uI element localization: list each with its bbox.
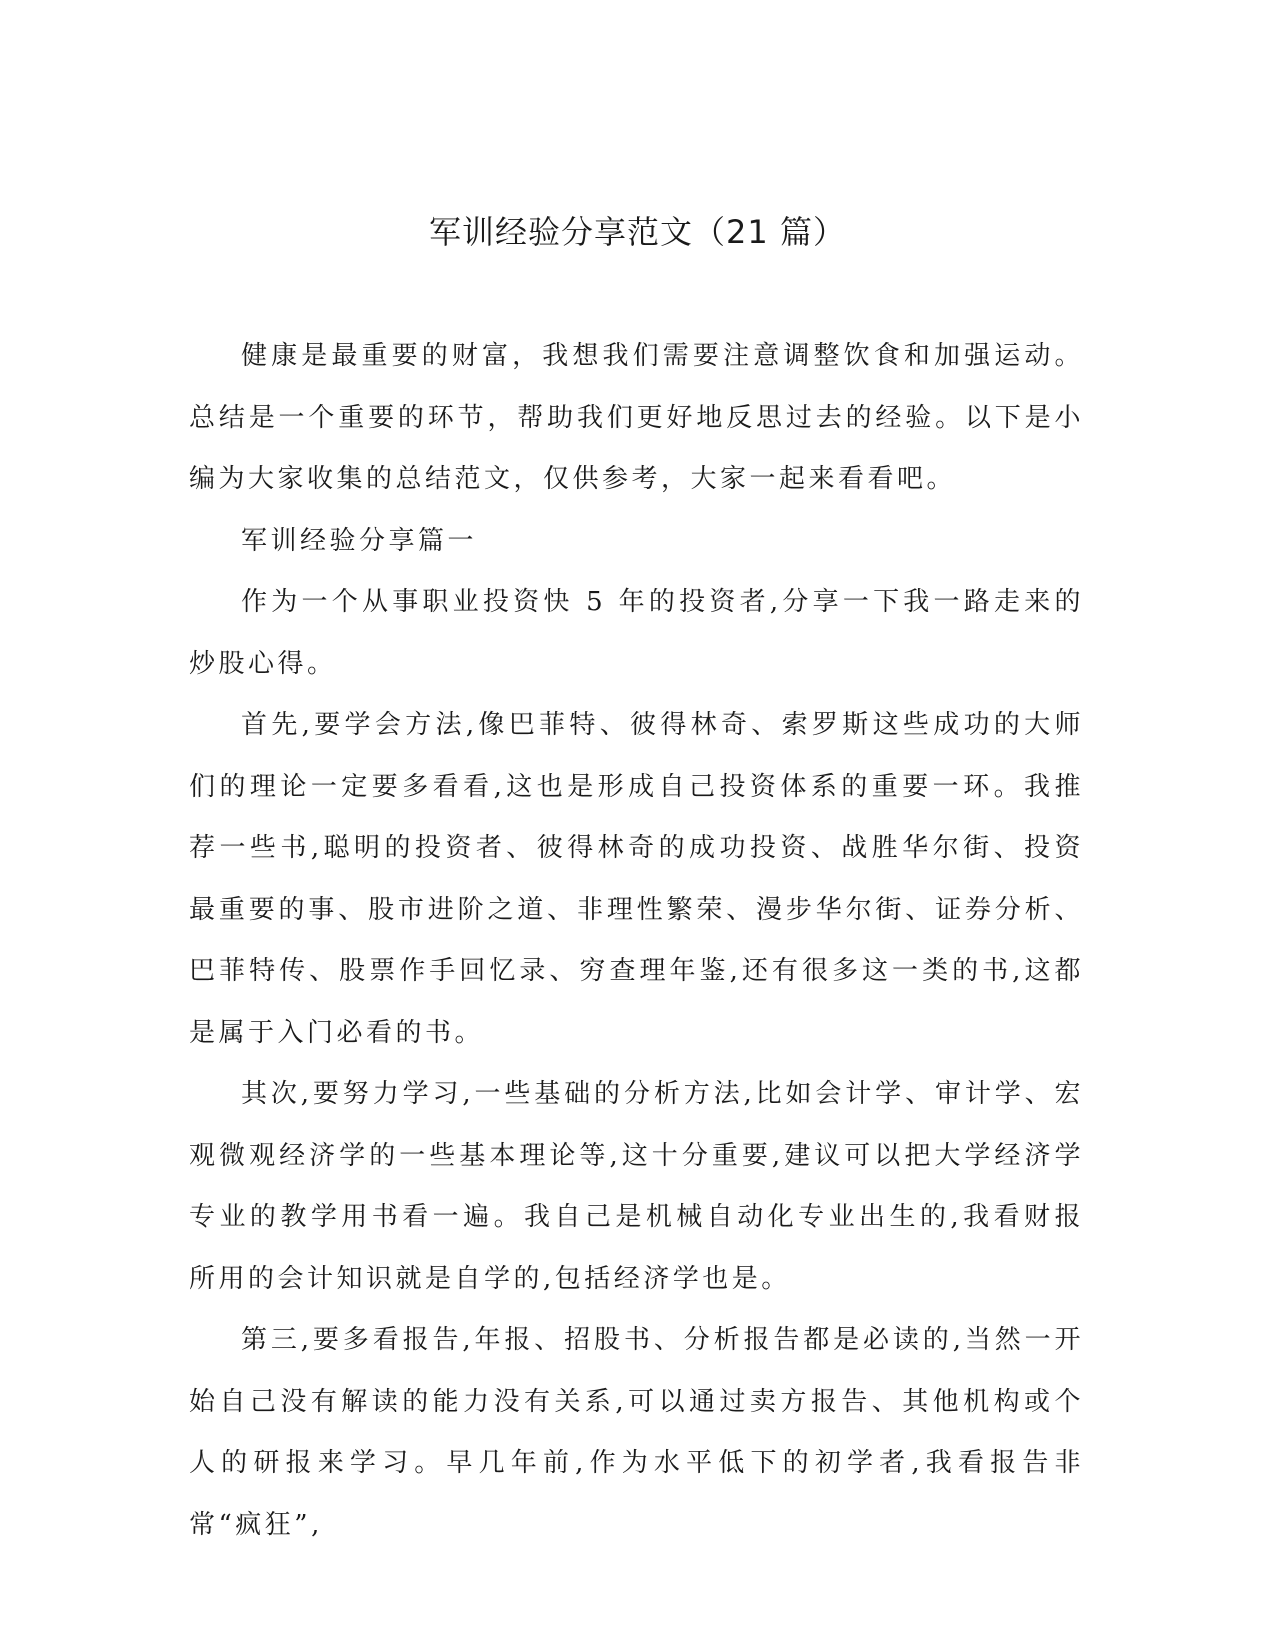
body-paragraph: 首先,要学会方法,像巴菲特、彼得林奇、索罗斯这些成功的大师们的理论一定要多看看,这也是形成自己投资体系的重要一环。我推荐一些书,聪明的投资者、彼得林奇的成功投资、战胜华尔街、投资最重要的事、股市进阶之道、非理性繁荣、漫步华尔街、证券分析、巴菲特传、股票作手回忆录、穷查理年鉴,还有很多这一类的书,这都是属于入门必看的书。 bbox=[189, 710, 1084, 1048]
intro-paragraph: 健康是最重要的财富，我想我们需要注意调整饮食和加强运动。总结是一个重要的环节，帮助我们更好地反思过去的经验。以下是小编为大家收集的总结范文，仅供参考，大家一起来看看吧。 bbox=[189, 341, 1084, 494]
body-paragraph: 其次,要努力学习,一些基础的分析方法,比如会计学、审计学、宏观微观经济学的一些基本理论等,这十分重要,建议可以把大学经济学专业的教学用书看一遍。我自己是机械自动化专业出生的,我看财报所用的会计知识就是自学的,包括经济学也是。 bbox=[189, 1079, 1084, 1294]
document-title: 军训经验分享范文（21 篇） bbox=[429, 213, 846, 251]
body-paragraph: 作为一个从事职业投资快 5 年的投资者,分享一下我一路走来的炒股心得。 bbox=[189, 587, 1084, 679]
document-body bbox=[189, 326, 1084, 1556]
body-paragraph: 第三,要多看报告,年报、招股书、分析报告都是必读的,当然一开始自己没有解读的能力没有关系,可以通过卖方报告、其他机构或个人的研报来学习。早几年前,作为水平低下的初学者,我看报告非常“疯狂”, bbox=[189, 1325, 1084, 1540]
section-heading: 军训经验分享篇一 bbox=[241, 525, 478, 556]
